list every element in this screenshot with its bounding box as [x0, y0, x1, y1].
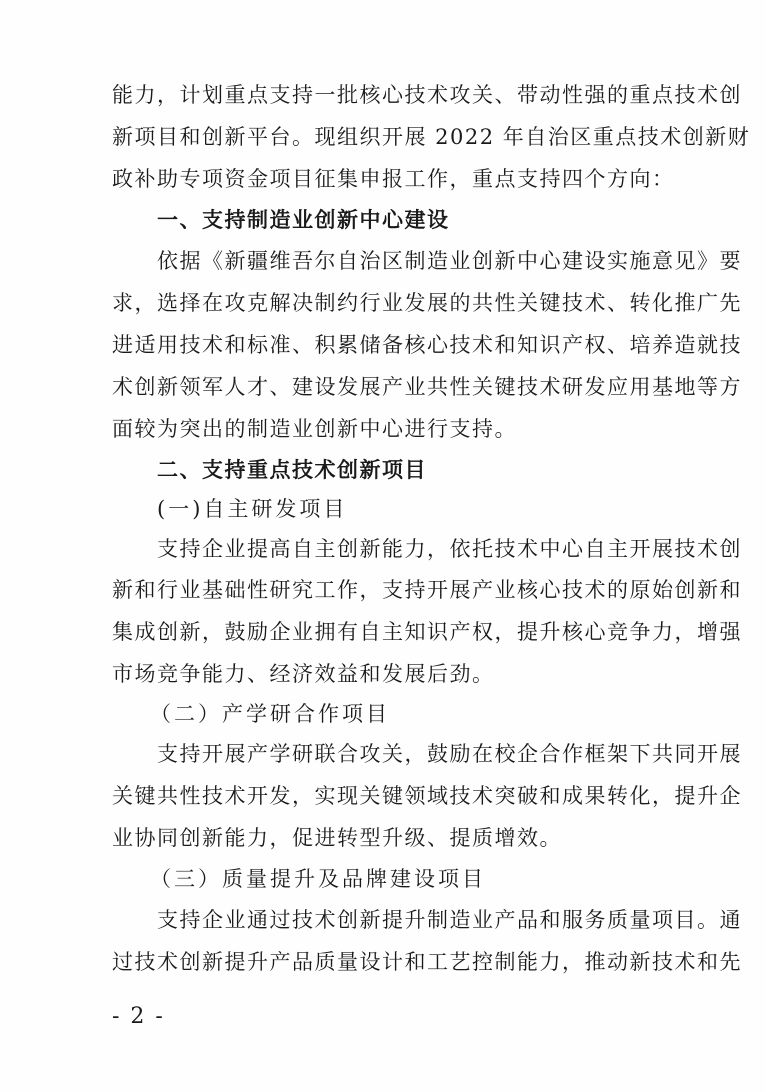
section-heading-2: 二、支持重点技术创新项目 — [157, 458, 427, 482]
body-text-line: 关键共性技术开发，实现关键领域技术突破和成果转化，提升企 — [112, 784, 742, 808]
section-heading-1: 一、支持制造业创新中心建设 — [157, 208, 450, 232]
body-text-line: 术创新领军人才、建设发展产业共性关键技术研发应用基地等方 — [112, 375, 742, 399]
body-text-line: 政补助专项资金项目征集申报工作，重点支持四个方向： — [112, 167, 675, 191]
body-text-line: 面较为突出的制造业创新中心进行支持。 — [112, 417, 517, 441]
page-number: - 2 - — [112, 1004, 165, 1029]
body-text-line: 新项目和创新平台。现组织开展 2022 年自治区重点技术创新财 — [112, 125, 751, 149]
subsection-heading-2: （二）产学研合作项目 — [150, 702, 390, 726]
body-text-line: 新和行业基础性研究工作，支持开展产业核心技术的原始创新和 — [112, 578, 742, 602]
body-text-line: 依据《新疆维吾尔自治区制造业创新中心建设实施意见》要 — [157, 249, 742, 273]
subsection-heading-1: (一)自主研发项目 — [157, 497, 348, 521]
body-text-line: 业协同创新能力，促进转型升级、提质增效。 — [112, 826, 562, 850]
body-text-line: 过技术创新提升产品质量设计和工艺控制能力，推动新技术和先 — [112, 950, 742, 974]
body-text-line: 支持企业提高自主创新能力，依托技术中心自主开展技术创 — [157, 537, 742, 561]
body-text-line: 支持开展产学研联合攻关，鼓励在校企合作框架下共同开展 — [157, 742, 742, 766]
body-text-line: 集成创新，鼓励企业拥有自主知识产权，提升核心竞争力，增强 — [112, 620, 742, 644]
body-text-line: 市场竞争能力、经济效益和发展后劲。 — [112, 662, 495, 686]
body-text-line: 进适用技术和标准、积累储备核心技术和知识产权、培养造就技 — [112, 333, 742, 357]
subsection-heading-3: （三）质量提升及品牌建设项目 — [150, 867, 486, 891]
body-text-line: 能力，计划重点支持一批核心技术攻关、带动性强的重点技术创 — [112, 83, 742, 107]
body-text-line: 求，选择在攻克解决制约行业发展的共性关键技术、转化推广先 — [112, 291, 742, 315]
body-text-line: 支持企业通过技术创新提升制造业产品和服务质量项目。通 — [157, 908, 742, 932]
